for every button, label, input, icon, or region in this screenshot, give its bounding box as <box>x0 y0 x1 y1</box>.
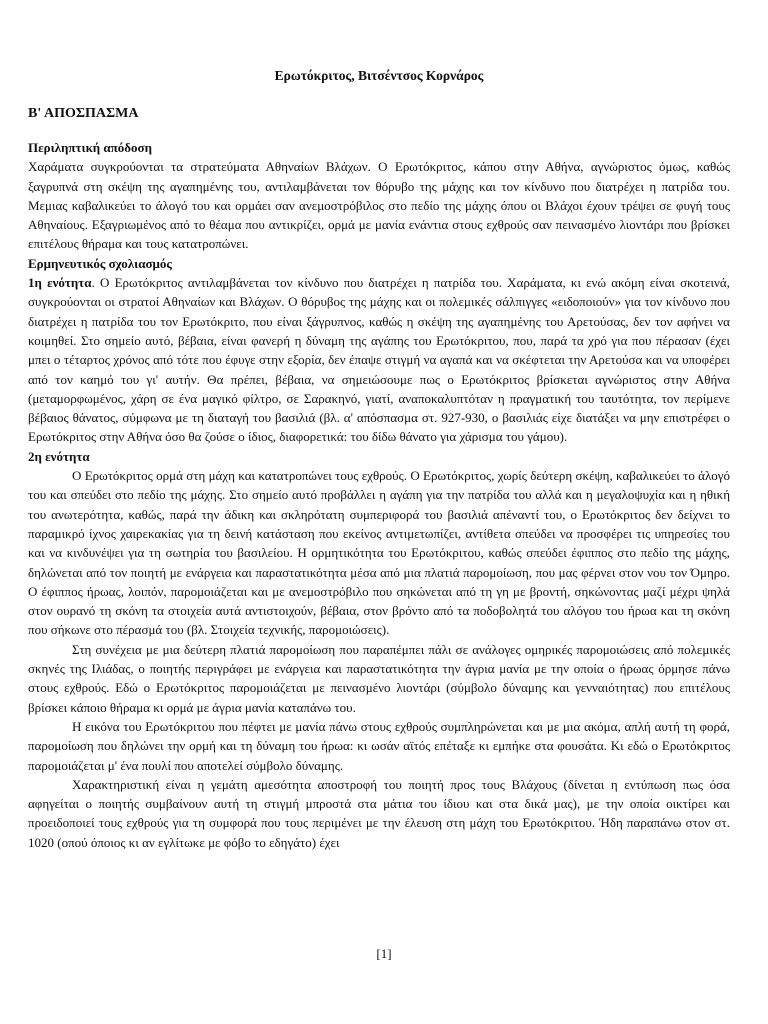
unit1-lead: 1η ενότητα <box>28 275 92 291</box>
commentary-heading: Ερμηνευτικός σχολιασμός <box>28 255 172 271</box>
document-title: Ερωτόκριτος, Βιτσέντσος Κορνάρος <box>274 68 484 83</box>
section-heading: Β' ΑΠΟΣΠΑΣΜΑ <box>28 106 139 121</box>
paraphrase-heading: Περιληπτική απόδοση <box>28 140 152 155</box>
unit2-paragraph-1: Ο Ερωτόκριτος ορμά στη μάχη και κατατροπώνει τους εχθρούς. Ο Ερωτόκριτος, χωρίς δεύτερη σκέψη, καβαλικεύει το άλογό του και σπεύδει στο πεδίο της μάχης. Στο σημείο αυτό προβάλλει η αγάπη για την πατρίδα του αλλά και η μεγαλοψυχία και η ηθική του ανωτερότητα, καθώς, παρά την άδικη και σκληρότατη συμπεριφορά του βασιλιά απέναντί του, ο Ερωτόκριτος δεν δείχνει το παραμικρό ίχνος χαιρεκακίας για τη δεινή κατάσταση που εκείνος αντιμετωπίζει, αντίθετα σπεύδει να προσφέρει τις υπηρεσίες του και να κινδυνέψει για τη σωτηρία του βασιλείου. Η ορμητικότητα του Ερωτόκριτου, καθώς σπεύδει έφιππος στο πεδίο της μάχης, δηλώνεται από τον ποιητή με ενάργεια και παραστατικότητα μέσα από μια πλατιά παρομοίωση, που μας φέρνει στον νου τον Όμηρο. Ο έφιππος ήρωας, λοιπόν, παρομοιάζεται και με ανεμοστρόβιλο που σηκώνεται από τη γη με βροντή, σηκώνοντας μαζί μέχρι ψηλά στον ουρανό τη σκόνη τα στοιχεία αυτά αντιστοιχούν, βέβαια, στον βρόντο από τα ποδοβολητά του αλόγου του ήρωα και τη σκόνη που σήκωνε στο πέρασμά του (βλ. Στοιχεία τεχνικής, παρομοιώσεις). <box>28 468 730 638</box>
unit2-paragraph-4: Χαρακτηριστική είναι η γεμάτη αμεσότητα αποστροφή του ποιητή προς τους Βλάχους (δίνεται η εντύπωση πως όσα αφηγείται ο ποιητής συμβαίνουν αυτή τη στιγμή μπροστά στα μάτια του ίδιου και στα δικά μας), με την οποία οικτίρει και προειδοποιεί τους εχθρούς για τη συμφορά που τους περιμένει με την έλευση στη μάχη του Ερωτόκριτου. Ήδη παραπάνω στον στ. 1020 (οπού όποιος κι αν εγλίτωκε με φόβο το εδηγάτο) έχει <box>28 776 730 850</box>
unit2-paragraph-2: Στη συνέχεια με μια δεύτερη πλατιά παρομοίωση που παραπέμπει πάλι σε ανάλογες ομηρικές παρομοιώσεις από πολεμικές σκηνές της Ιλιάδας, ο ποιητής περιγράφει με ενάργεια και παραστατικότητα την άγρια μανία με την οποία ο ήρωας όρμησε πάνω στους εχθρούς. Εδώ ο Ερωτόκριτος παρομοιάζεται με πεινασμένο λιοντάρι (σύμβολο δύναμης και γενναιότητας) που επιτέλους βρίσκει κάποιο θήραμα κι ορμά με άγρια μανία καταπάνω του. <box>28 641 730 715</box>
unit1-text: . Ο Ερωτόκριτος αντιλαμβάνεται τον κίνδυνο που διατρέχει η πατρίδα του. Χαράματα, κι ενώ ακόμη είναι σκοτεινά, συγκρούονται οι στρατοί Αθηναίων και Βλάχων. Ο θόρυβος της μάχης και οι πολεμικές σάλπιγγες «ειδοποιούν» για τον κίνδυνο που διατρέχει η πατρίδα του τον Ερωτόκριτο, που είναι ξάγρυπνος, καθώς η σκέψη της αγαπημένης του Αρετούσας, δεν τον αφήνει να κοιμηθεί. Στο σημείο αυτό, βέβαια, είναι φανερή η δύναμη της αγάπης του Ερωτόκριτου, που, παρά τα χρό για που πέρασαν (έχει μπει ο τέταρτος χρόνος από τότε που έφυγε στην εξορία, δεν έπαψε στιγμή να αγαπά και να σκέφτεται την Αρετούσα και να υποφέρει από τον καημό του γι' αυτήν. Θα πρέπει, βέβαια, να σημειώσουμε πως ο Ερωτόκριτος βρίσκεται αγνώριστος στην Αθήνα (μεταμορφωμένος, χάρη σε ένα μαγικό φίλτρο, σε Σαρακηνό, γιατί, αναποκαλυπτόταν η πραγματική του ταυτότητα, τον περίμενε βέβαιος θάνατος, σύμφωνα με τη διαταγή του βασιλιά (βλ. α' απόσπασμα στ. 927-930, ο βασιλιάς είχε διατάξει να μην επιστρέφει ο Ερωτόκριτος στην Αθήνα όσο θα ζούσε ο ίδιος, διαφορετικά: του δίδω θάνατο για χάρισμα του γάμου). <box>28 275 730 445</box>
unit1-paragraph <box>28 273 730 447</box>
unit2-paragraph-3: Η εικόνα του Ερωτόκριτου που πέφτει με μανία πάνω στους εχθρούς συμπληρώνεται και με μια ακόμα, απλή αυτή τη φορά, παρομοίωση που δηλώνει την ορμή και τη δύναμη του ήρωα: κι ωσάν αϊτός επέταξε κι εμπήκε στα φουσάτα. Κι εδώ ο Ερωτόκριτος παρομοιάζεται μ' ένα πουλί που αποτελεί σύμβολο δύναμης. <box>28 718 730 773</box>
page-number: [1] <box>376 946 392 961</box>
paraphrase-paragraph: Χαράματα συγκρούονται τα στρατεύματα Αθηναίων Βλάχων. Ο Ερωτόκριτος, κάπου στην Αθήνα, αγνώριστος όμως, καθώς ξαγρυπνά στη σκέψη της αγαπημένης του, αντιλαμβάνεται τον θόρυβο της μάχης και τον κίνδυνο που διατρέχει η πατρίδα του. Μεμιας καβαλικεύει το άλογό του και ορμάει σαν ανεμοστρόβιλος στο πεδίο της μάχης όπου οι Βλάχοι έχουν τρέψει σε φυγή τους Αθηναίους. Εξαγριωμένος από το θέαμα που αντικρίζει, ορμά με μανία ενάντια στους εχθρούς σαν πεινασμένο λιοντάρι που βρίσκει επιτέλους θήραμα και τους κατατροπώνει. <box>28 159 730 252</box>
unit2-heading: 2η ενότητα <box>28 448 90 464</box>
